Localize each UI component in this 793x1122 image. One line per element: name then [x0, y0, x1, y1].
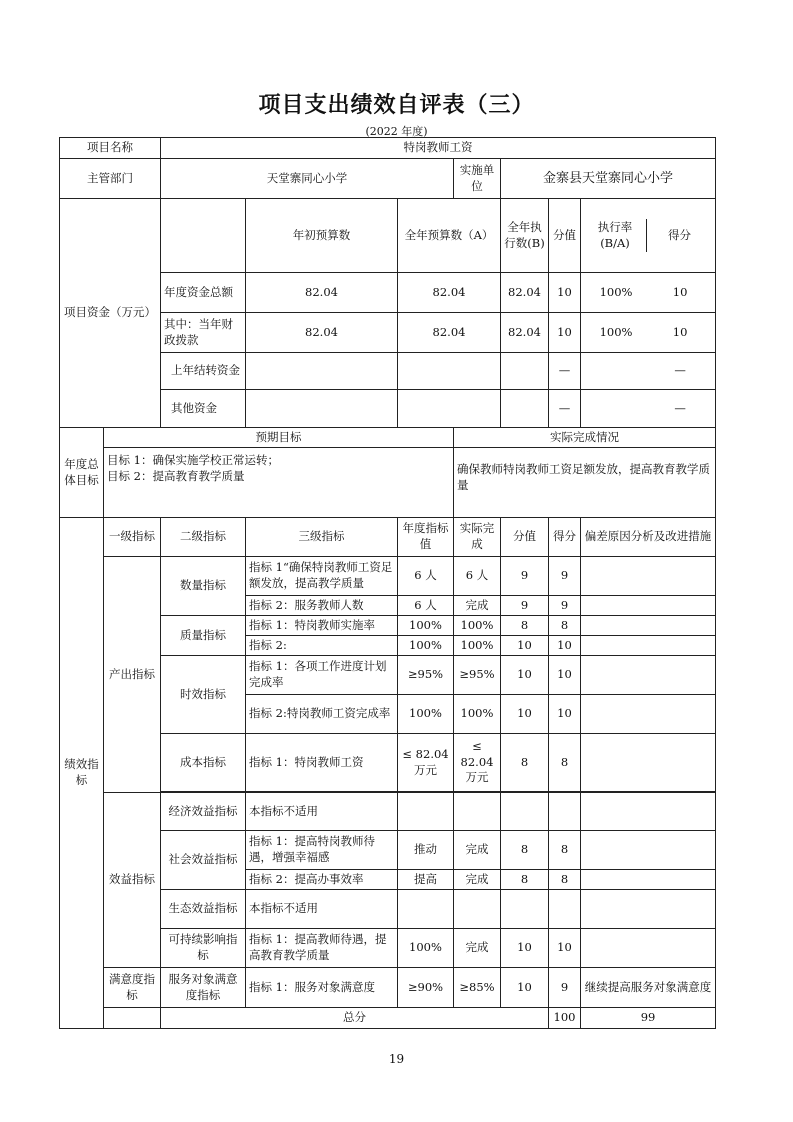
- indicator-name: 指标 1：服务对象满意度: [246, 968, 398, 1008]
- funds-rate-score: [581, 273, 716, 313]
- eco-indicator-label: 生态效益指标: [161, 890, 246, 929]
- indicator-actual: 100%: [454, 616, 501, 636]
- goals-row: [60, 448, 716, 518]
- funds-executed: [501, 390, 549, 428]
- funds-header-row: [60, 199, 716, 273]
- indicator-actual: ≤ 82.04 万元: [454, 734, 501, 792]
- goals-label: 年度总体目标: [60, 428, 104, 518]
- indicator-target: 6 人: [398, 596, 454, 616]
- indicator-name: 指标 2：提高办事效率: [246, 870, 398, 890]
- actual-result-text: 确保教师特岗教师工资足额发放，提高教育教学质量: [454, 448, 716, 518]
- funds-header-initial: 年初预算数: [246, 199, 398, 273]
- funds-score-value: —: [549, 390, 581, 428]
- quality-indicator-label: 质量指标: [161, 616, 246, 656]
- indicator-remark: [581, 656, 716, 695]
- indicator-target: ≥95%: [398, 656, 454, 695]
- fiscal-year: (2022 年度): [365, 125, 428, 138]
- indicator-score: 8: [549, 734, 581, 792]
- funds-rate: 100%: [599, 324, 633, 339]
- page-number: 19: [388, 1052, 405, 1066]
- indicator-actual: 6 人: [454, 557, 501, 596]
- indicator-target: 100%: [398, 636, 454, 656]
- funds-rate: 100%: [599, 284, 633, 299]
- rate-score-split: [584, 219, 712, 252]
- impl-unit-value: 金寨县天堂寨同心小学: [501, 159, 716, 199]
- indicator-name: 指标 2：服务教师人数: [246, 596, 398, 616]
- funds-score-value: 10: [549, 273, 581, 313]
- indicator-value: 10: [501, 636, 549, 656]
- perf-header-value: 分值: [501, 518, 549, 557]
- indicator-target: 推动: [398, 831, 454, 870]
- funds-initial: 82.04: [246, 273, 398, 313]
- perf-header-target: 年度指标值: [398, 518, 454, 557]
- funds-annual: [398, 353, 501, 390]
- indicator-remark: 继续提高服务对象满意度: [581, 968, 716, 1008]
- funds-initial: [246, 390, 398, 428]
- funds-executed: 82.04: [501, 313, 549, 353]
- funds-score: —: [674, 400, 686, 415]
- indicator-remark: [581, 616, 716, 636]
- total-blank: [104, 1008, 161, 1029]
- funds-annual: 82.04: [398, 313, 501, 353]
- indicator-name: 指标 1“确保特岗教师工资足额发放，提高教学质量: [246, 557, 398, 596]
- indicator-score: 9: [549, 968, 581, 1008]
- indicator-value: 9: [501, 557, 549, 596]
- economic-indicator-label: 经济效益指标: [161, 793, 246, 831]
- funds-rate-score: [581, 313, 716, 353]
- dept-value: 天堂寨同心小学: [161, 159, 454, 199]
- indicator-target: ≥90%: [398, 968, 454, 1008]
- funds-header-executed: 全年执行数(B): [501, 199, 549, 273]
- project-name-label: 项目名称: [60, 138, 161, 159]
- perf-header-level1: 一级指标: [104, 518, 161, 557]
- indicator-remark: [581, 793, 716, 831]
- perf-header-level2: 二级指标: [161, 518, 246, 557]
- indicator-actual: ≥85%: [454, 968, 501, 1008]
- actual-result-header: 实际完成情况: [454, 428, 716, 448]
- indicator-row: [60, 968, 716, 1008]
- indicator-name: 指标 1：特岗教师工资: [246, 734, 398, 792]
- indicator-value: 10: [501, 695, 549, 734]
- indicator-score: 9: [549, 557, 581, 596]
- indicator-name: 指标 1：提高教师待遇，提高教育教学质量: [246, 929, 398, 968]
- social-indicator-label: 社会效益指标: [161, 831, 246, 890]
- funds-score: —: [674, 363, 686, 378]
- project-name-value: 特岗教师工资: [161, 138, 716, 159]
- benefit-indicator-label: 效益指标: [104, 793, 161, 968]
- indicator-target: [398, 793, 454, 831]
- funds-executed: [501, 353, 549, 390]
- indicator-remark: [581, 929, 716, 968]
- indicator-score: 10: [549, 695, 581, 734]
- indicator-target: 100%: [398, 695, 454, 734]
- indicator-name: 指标 1：提高特岗教师待遇，增强幸福感: [246, 831, 398, 870]
- perf-header-score: 得分: [549, 518, 581, 557]
- expected-goal-text: 目标 1：确保实施学校正常运转； 目标 2：提高教育教学质量: [104, 448, 454, 518]
- indicator-target: ≤ 82.04 万元: [398, 734, 454, 792]
- dept-label: 主管部门: [60, 159, 161, 199]
- impl-unit-label: 实施单位: [454, 159, 501, 199]
- indicator-name: 指标 2:特岗教师工资完成率: [246, 695, 398, 734]
- funds-row-label: 其中：当年财政拨款: [161, 313, 246, 353]
- indicator-target: 100%: [398, 929, 454, 968]
- funds-label: 项目资金（万元）: [60, 199, 161, 428]
- indicator-remark: [581, 596, 716, 616]
- funds-header-rate: 执行率(B/A): [584, 219, 647, 252]
- indicator-actual: 完成: [454, 596, 501, 616]
- project-name-row: [60, 138, 716, 159]
- perf-header-actual: 实际完成: [454, 518, 501, 557]
- funds-score: 10: [672, 324, 688, 339]
- funds-header-rate-score: [581, 199, 716, 273]
- page-title: 项目支出绩效自评表（三）: [258, 93, 535, 118]
- funds-score: 10: [672, 284, 688, 299]
- funds-header-score-value: 分值: [549, 199, 581, 273]
- indicator-target: [398, 890, 454, 929]
- funds-row-label: 上年结转资金: [161, 353, 246, 390]
- indicator-remark: [581, 831, 716, 870]
- indicator-score: 8: [549, 870, 581, 890]
- self-evaluation-table: [59, 137, 716, 1029]
- indicator-score: 8: [549, 831, 581, 870]
- sustain-indicator-label: 可持续影响指标: [161, 929, 246, 968]
- funds-score-value: 10: [549, 313, 581, 353]
- funds-blank-header: [161, 199, 246, 273]
- indicator-target: 提高: [398, 870, 454, 890]
- indicator-score: [549, 793, 581, 831]
- expected-goal-header: 预期目标: [104, 428, 454, 448]
- indicator-value: 8: [501, 831, 549, 870]
- indicator-row: [60, 557, 716, 596]
- department-row: [60, 159, 716, 199]
- funds-score-value: —: [549, 353, 581, 390]
- indicator-value: [501, 890, 549, 929]
- indicator-remark: [581, 695, 716, 734]
- indicator-score: 9: [549, 596, 581, 616]
- indicator-name: 指标 2:: [246, 636, 398, 656]
- funds-annual: [398, 390, 501, 428]
- funds-initial: 82.04: [246, 313, 398, 353]
- indicator-remark: [581, 636, 716, 656]
- quantity-indicator-label: 数量指标: [161, 557, 246, 616]
- perf-header-remark: 偏差原因分析及改进措施: [581, 518, 716, 557]
- indicator-score: 10: [549, 656, 581, 695]
- funds-row-label: 年度资金总额: [161, 273, 246, 313]
- indicator-actual: [454, 890, 501, 929]
- indicator-remark: [581, 890, 716, 929]
- indicator-value: 9: [501, 596, 549, 616]
- funds-row-label: 其他资金: [161, 390, 246, 428]
- funds-rate-score: [581, 353, 716, 390]
- indicator-name: 指标 1：特岗教师实施率: [246, 616, 398, 636]
- indicator-remark: [581, 734, 716, 792]
- indicator-target: 6 人: [398, 557, 454, 596]
- indicator-value: 10: [501, 929, 549, 968]
- cost-indicator-label: 成本指标: [161, 734, 246, 792]
- funds-rate-score: [581, 390, 716, 428]
- perf-label: 绩效指标: [60, 518, 104, 1029]
- indicator-actual: 完成: [454, 831, 501, 870]
- indicator-remark: [581, 557, 716, 596]
- output-indicator-label: 产出指标: [104, 557, 161, 793]
- indicator-name: 本指标不适用: [246, 890, 398, 929]
- indicator-actual: 100%: [454, 636, 501, 656]
- indicator-value: [501, 793, 549, 831]
- indicator-value: 8: [501, 734, 549, 792]
- indicator-score: 10: [549, 636, 581, 656]
- indicator-value: 10: [501, 656, 549, 695]
- indicator-score: [549, 890, 581, 929]
- indicator-name: 指标 1：各项工作进度计划完成率: [246, 656, 398, 695]
- perf-header-level3: 三级指标: [246, 518, 398, 557]
- indicator-target: 100%: [398, 616, 454, 636]
- indicator-actual: 100%: [454, 695, 501, 734]
- total-score: 99: [581, 1008, 716, 1029]
- indicator-actual: 完成: [454, 929, 501, 968]
- timeliness-indicator-label: 时效指标: [161, 656, 246, 734]
- funds-executed: 82.04: [501, 273, 549, 313]
- total-value: 100: [549, 1008, 581, 1029]
- total-row: [60, 1008, 716, 1029]
- funds-initial: [246, 353, 398, 390]
- indicator-row: [60, 793, 716, 831]
- funds-header-annual: 全年预算数（A）: [398, 199, 501, 273]
- indicator-value: 8: [501, 616, 549, 636]
- indicator-score: 10: [549, 929, 581, 968]
- service-satisfaction-label: 服务对象满意度指标: [161, 968, 246, 1008]
- indicator-remark: [581, 870, 716, 890]
- funds-header-score: 得分: [668, 227, 692, 242]
- indicator-actual: [454, 793, 501, 831]
- funds-annual: 82.04: [398, 273, 501, 313]
- indicator-value: 8: [501, 870, 549, 890]
- satisfaction-indicator-label: 满意度指标: [104, 968, 161, 1008]
- indicator-actual: ≥95%: [454, 656, 501, 695]
- indicator-value: 10: [501, 968, 549, 1008]
- goals-header-row: [60, 428, 716, 448]
- indicator-score: 8: [549, 616, 581, 636]
- total-label: 总分: [161, 1008, 549, 1029]
- indicator-actual: 完成: [454, 870, 501, 890]
- perf-header-row: [60, 518, 716, 557]
- indicator-name: 本指标不适用: [246, 793, 398, 831]
